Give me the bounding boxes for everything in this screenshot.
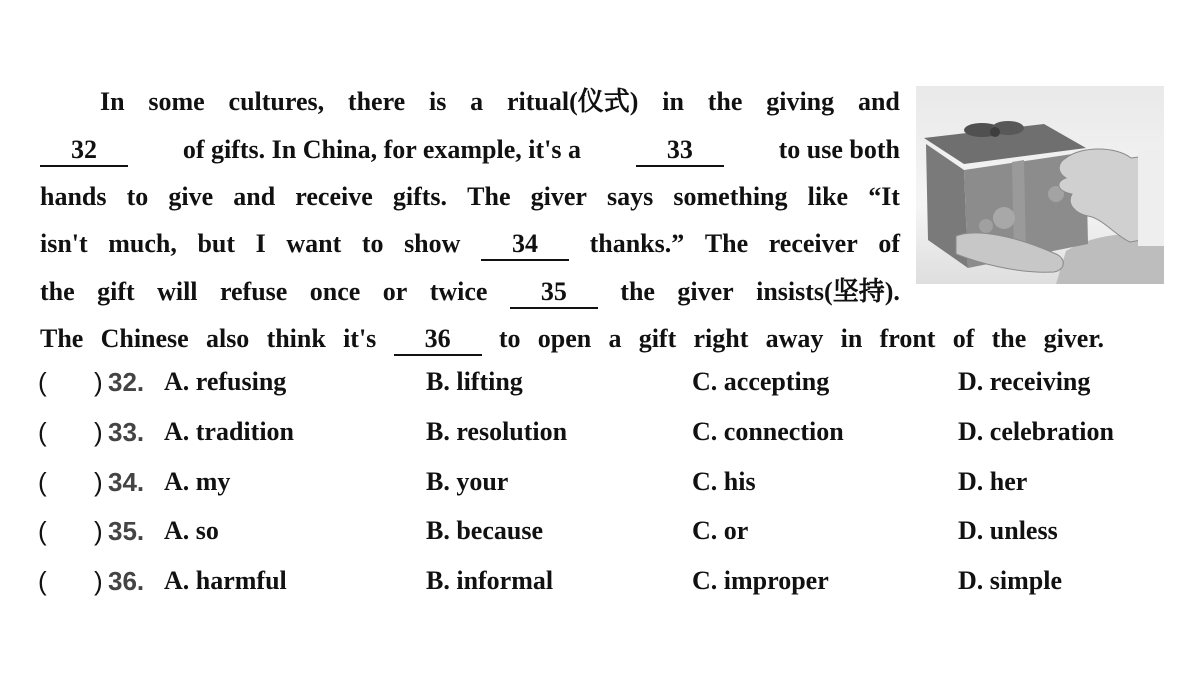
blank-32[interactable]: 32 (40, 135, 128, 167)
question-number: 35. (108, 516, 145, 546)
option-c[interactable]: C. his (692, 467, 756, 496)
option-a[interactable]: A. harmful (164, 566, 287, 595)
passage-word: ritual(仪式) (506, 87, 639, 116)
passage-word: The (40, 324, 84, 353)
passage-word: a (470, 87, 484, 116)
option-a[interactable]: A. refusing (164, 367, 287, 396)
question-row-33 (0, 412, 1200, 452)
answer-paren-right: ) (94, 566, 103, 596)
passage-word: Chinese (100, 324, 189, 353)
answer-paren-left: ( (38, 516, 47, 546)
option-d[interactable]: D. celebration (958, 417, 1114, 446)
passage-word: once (309, 277, 361, 306)
question-row-34 (0, 462, 1200, 502)
gift-photo (916, 86, 1164, 284)
passage-word: to (126, 182, 149, 211)
option-b[interactable]: B. because (426, 516, 543, 545)
option-c[interactable]: C. or (692, 516, 749, 545)
blank-35[interactable]: 35 (510, 277, 598, 309)
passage-word: right (693, 324, 749, 353)
blank-36[interactable]: 36 (394, 324, 482, 356)
passage-word: receive (295, 182, 373, 211)
passage-text: of gifts. In China, for example, it's a (182, 135, 582, 164)
question-row-35 (0, 511, 1200, 551)
passage-word: or (382, 277, 408, 306)
passage-word: like (807, 182, 849, 211)
passage-word: and (233, 182, 276, 211)
passage-word: gift (97, 277, 135, 306)
option-b[interactable]: B. informal (426, 566, 554, 595)
blank-34[interactable]: 34 (481, 229, 569, 261)
option-a[interactable]: A. so (164, 516, 219, 545)
passage-word: In (100, 87, 125, 116)
passage-word: thanks.” (589, 229, 685, 258)
passage-word: also (205, 324, 250, 353)
passage-word: the (707, 87, 743, 116)
passage-word: away (765, 324, 824, 353)
passage-word: to (498, 324, 521, 353)
passage-line-5 (40, 270, 900, 314)
passage-word: giver (530, 182, 587, 211)
passage-word: want (286, 229, 342, 258)
passage-word: refuse (219, 277, 288, 306)
answer-paren-left: ( (38, 566, 47, 596)
passage-word: it's (343, 324, 377, 353)
passage-word: giver. (1043, 324, 1104, 353)
passage-word: The (704, 229, 749, 258)
answer-paren-right: ) (94, 516, 103, 546)
option-d[interactable]: D. receiving (958, 367, 1091, 396)
blank-33[interactable]: 33 (636, 135, 724, 167)
passage-word: some (148, 87, 205, 116)
gift-hands-illustration (916, 86, 1164, 284)
option-d[interactable]: D. simple (958, 566, 1062, 595)
passage-word: giving (766, 87, 835, 116)
passage-word: of (952, 324, 975, 353)
passage-word: hands (40, 182, 107, 211)
option-d[interactable]: D. her (958, 467, 1028, 496)
option-d[interactable]: D. unless (958, 516, 1058, 545)
passage-word: in (662, 87, 684, 116)
passage-line-2 (40, 128, 900, 172)
passage-line-4 (40, 222, 900, 266)
passage-word: something (673, 182, 788, 211)
option-a[interactable]: A. tradition (164, 417, 294, 446)
passage-word: open (537, 324, 592, 353)
passage-word: receiver (768, 229, 858, 258)
question-number: 36. (108, 566, 145, 596)
option-b[interactable]: B. your (426, 467, 509, 496)
passage-word: but (197, 229, 236, 258)
answer-paren-left: ( (38, 367, 47, 397)
passage-word: will (157, 277, 198, 306)
question-row-36 (0, 561, 1200, 601)
passage-word: of (878, 229, 900, 258)
option-b[interactable]: B. lifting (426, 367, 523, 396)
option-b[interactable]: B. resolution (426, 417, 568, 446)
passage-word: the (991, 324, 1027, 353)
passage-line-6 (40, 317, 1104, 361)
passage-text: to use both (778, 135, 900, 164)
passage-word: “It (868, 182, 900, 211)
passage-word: much, (108, 229, 177, 258)
passage-word: I (255, 229, 266, 258)
passage-word: is (429, 87, 447, 116)
passage-word: in (840, 324, 863, 353)
option-a[interactable]: A. my (164, 467, 231, 496)
passage-word: giver (677, 277, 734, 306)
passage-word: cultures, (228, 87, 325, 116)
passage-word: think (266, 324, 326, 353)
option-c[interactable]: C. connection (692, 417, 844, 446)
question-row-32 (0, 362, 1200, 402)
passage-word: a (608, 324, 622, 353)
question-number: 33. (108, 417, 145, 447)
passage-line-3 (40, 175, 900, 219)
passage-word: and (857, 87, 900, 116)
answer-paren-left: ( (38, 417, 47, 447)
answer-paren-left: ( (38, 467, 47, 497)
passage-word: twice (429, 277, 488, 306)
passage-word: the (620, 277, 655, 306)
passage-line-1 (100, 80, 900, 124)
passage-word: isn't (40, 229, 88, 258)
passage-word: show (404, 229, 461, 258)
passage-word: The (467, 182, 511, 211)
passage-word: says (607, 182, 654, 211)
answer-paren-right: ) (94, 467, 103, 497)
passage-word: there (347, 87, 406, 116)
answer-paren-right: ) (94, 367, 103, 397)
option-c[interactable]: C. accepting (692, 367, 830, 396)
passage-word: insists(坚持). (756, 277, 900, 306)
question-number: 32. (108, 367, 145, 397)
question-number: 34. (108, 467, 145, 497)
passage-word: gift (638, 324, 677, 353)
passage-word: give (168, 182, 214, 211)
option-c[interactable]: C. improper (692, 566, 829, 595)
passage-word: front (879, 324, 936, 353)
passage-word: gifts. (392, 182, 448, 211)
passage-word: to (361, 229, 384, 258)
answer-paren-right: ) (94, 417, 103, 447)
passage-word: the (40, 277, 75, 306)
